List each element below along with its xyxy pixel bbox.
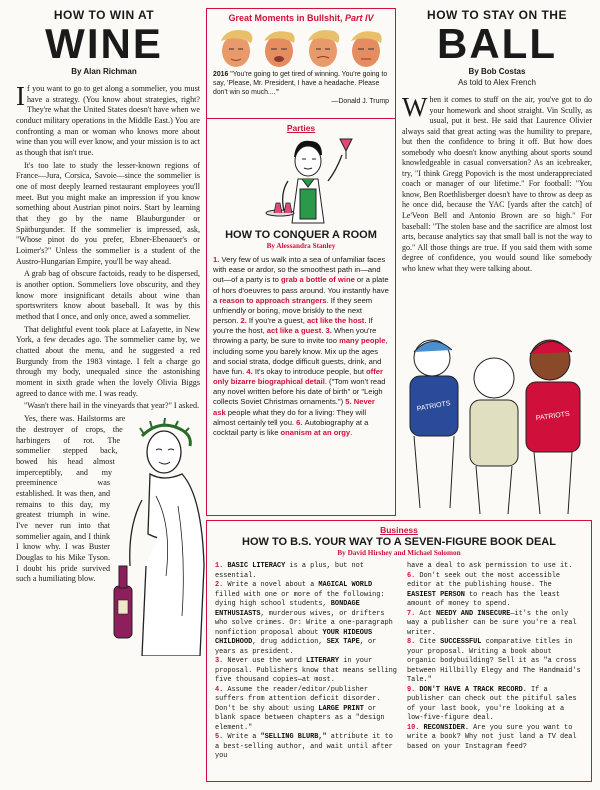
- face-2: [260, 27, 298, 69]
- wine-article: [8, 8, 200, 782]
- waiter-illustration: [213, 133, 389, 229]
- bullshit-quote: 2016 "You're going to get tired of winning. You're going to say, 'Please, Mr. President, I have a headache. Please don't win so much....'" —Donald J. Trump: [213, 71, 389, 105]
- face-3: [304, 27, 342, 69]
- wine-paragraph: A grab bag of obscure factoids, ready to be dispersed, is another option. Sommeliers love obscurity, and they know more insignificant details about wine than sportswriters know about baseball. It was by this method that I once, and only once, awed a sommelier.: [16, 269, 200, 322]
- book-deal-right-column: [407, 562, 583, 762]
- book-deal-title: HOW TO B.S. YOUR WAY TO A SEVEN-FIGURE BOOK DEAL: [242, 536, 556, 548]
- book-deal-tip: 7. Act NEEDY AND INSECURE—it's the only way a publisher can be sure you're a real writer.: [406, 609, 577, 637]
- waiter-drawing: [236, 133, 366, 229]
- wine-title: WINE: [45, 20, 163, 67]
- book-deal-tip: 10. RECONSIDER. Are you sure you want to write a book? Why not just land a TV deal based on your Instagram feed?: [406, 723, 577, 751]
- book-deal-tip: 2. Write a novel about a MAGICAL WORLD filled with one or more of the following: dying high school students, BONDAGE ENTHUSIASTS, murderous wives, or drifters who solve crimes. Or: Write a one-paragraph nonfiction proposal about YOUR HIDEOUS CHILDHOOD, drug addiction, SEX TAPE, or years as president.: [215, 581, 393, 656]
- fans-illustration: [396, 318, 592, 516]
- book-deal-tip: 5. Write a "SELLING BLURB," attribute it to a best-selling author, and wait until after you: [215, 733, 393, 761]
- face-1: [217, 27, 255, 69]
- wine-paragraph: "Wasn't there hail in the vineyards that year?" I asked.: [24, 401, 200, 411]
- conquer-room-tips: [213, 255, 389, 438]
- face-4: [347, 27, 385, 69]
- ball-byline: By Bob Costas: [468, 67, 526, 76]
- bullshit-box: [207, 9, 395, 119]
- business-section-label: Business: [380, 525, 418, 535]
- wine-paragraph: It's too late to study the lesser-known regions of France—Jura, Corsica, Savoie—since the sommelier is one of most deeply learned restaurant employees you'll meet. But you might make an impression if you know something about Austrian pinot noirs. Start by learning that they go by the name Blauburgunder or Spätburgunder. If the sommelier is impressed, ask, "Whose pinot do you prefer, Ebner-Ebenauer's or Loimer's?" Unless the sommelier is a student of the Austro-Hungarian Empire, you'll be way ahead.: [16, 160, 200, 266]
- book-deal-box: [206, 520, 592, 782]
- middle-panel: [206, 8, 396, 516]
- conquer-room-byline: By Alessandra Stanley: [266, 242, 336, 250]
- toga-illustration: [112, 416, 208, 656]
- book-deal-tip: 6. Don't seek out the most accessible editor at the publishing house. The EASIEST PERSON to reach has the least amount of money to spend.: [406, 571, 560, 609]
- ball-drop-cap: W: [402, 92, 428, 122]
- trump-faces: [217, 27, 385, 69]
- book-deal-tip: 8. Cite SUCCESSFUL comparative titles in your proposal. Writing a book about organic bodybuilding? Sell it as "a cross between Hillbilly Elegy and The Handmaid's Tale.": [406, 638, 581, 685]
- wine-kicker: HOW TO WIN AT: [53, 8, 155, 22]
- ball-title: BALL: [437, 20, 557, 67]
- book-deal-tip: 1. BASIC LITERACY is a plus, but not essential.: [215, 562, 364, 580]
- conquer-room-article: [207, 119, 395, 438]
- book-deal-tip: have a deal to ask permission to use it.: [406, 562, 573, 570]
- wine-paragraph: That delightful event took place at Lafayette, in New York, a few decades ago. The sommelier came by, we chatted about the menu, and he suggested a red Burgundy from the 1983 vintage. I felt a charge go through my body, unequaled since the astonishing moment in sixth grade when the lovely Olivia Biggs agreed to dance with me. I was ready.: [16, 324, 200, 398]
- toga-man-drawing: [112, 416, 208, 656]
- ball-body: [402, 92, 592, 274]
- parties-section-label: Parties: [286, 123, 316, 133]
- wine-paragraph: Yes, there was. Hailstorms are the destroyer of crops, the harbingers of rot. The sommelier stepped back, bowed his head almost imperceptibly, and my preeminence was established. It was then, and remains to this day, my greatest triumph in wine. I've never run into that sommelier again, and I think I know why. I was Buster Douglas to his Mike Tyson. I doubt his pride survived such a humiliating blow.: [16, 414, 126, 584]
- book-deal-left-column: [215, 562, 399, 762]
- ball-astold: As told to Alex French: [458, 78, 536, 87]
- conquer-room-tip-text: 1. Very few of us walk into a sea of unfamiliar faces with ease or ardor, so the smoothest path in—and out—of a party is to grab a bottle of wine or a plate of hors d'oeuvres to pass around. You instantly have a reason to approach strangers. If they seem unfriendly or boring, move briskly to the next person. 2. If you're a guest, act like the host. If you're the host, act like a guest. 3. When you're throwing a party, be sure to invite too many people, including some you barely know. Mix up the ages and social strata, dodge difficult guests, drink, and have fun. 4. It's okay to introduce people, but offer only bizarre biographical detail. ("Tom won't read any novel written before his date of birth" or "Leigh collects Soviet Christmas ornaments.") 5. Never ask people what they do for a living: They will almost certainly tell you. 6. Autobiography at a cocktail party is like onanism at an orgy.: [213, 255, 389, 437]
- three-fans-drawing: [396, 318, 592, 516]
- book-deal-byline: By David Hirshey and Michael Solomon: [337, 549, 461, 557]
- bullshit-series-title: Great Moments in Bullshit, Part IV: [228, 13, 374, 23]
- book-deal-tip: 3. Never use the word LITERARY in your proposal. Publishers know that means selling five thousand copies—at most.: [215, 657, 397, 685]
- wine-paragraph: If you want to go to get along a sommelier, you must have a strategy. (You know about strategies, right? They're what the United States doesn't have when we conduct military operations in the Middle East.) You are confronting a man or woman who knows more about wine than you will ever know, and your mission is to act as though that isn't true.: [16, 81, 200, 158]
- ball-paragraph: When it comes to stuff on the air, you've got to do your homework and shoot straight. Vin Scully, as usual, put it best. He said that Laurence Olivier always said that great acting was the humility to prepare, but then the confidence to bring it off. But how does somebody who doesn't know anything about sports sound knowledgeable in casual conversation? As an icebreaker, try, "I think Gregg Popovich is the most underappreciated coach or manager of our lifetime." For football: "You know, Ben Roethlisberger doesn't have to throw as deep as he once did, because the YAC [yards after the catch] of Le'Veon Bell and Antonio Brown are so high." For baseball: "The stolen base and the sacrifice are almost lost arts, because analytics say that small ball is not the way to go." All those things are true. If you said them with some degree of confidence, you would sound like somebody who knew what they were talking about.: [402, 92, 592, 273]
- wine-body: [16, 81, 200, 585]
- wine-drop-cap: I: [16, 81, 25, 111]
- book-deal-tip: 4. Assume the reader/editor/publisher suffers from attention deficit disorder. Don't be shy about using LARGE PRINT or blank space between chapters as a "design element.": [215, 685, 385, 732]
- wine-byline: By Alan Richman: [71, 67, 137, 76]
- jersey-text-1: PATRIOTS: [416, 400, 452, 413]
- ball-kicker: HOW TO STAY ON THE: [427, 8, 567, 22]
- ball-article: [402, 8, 592, 516]
- conquer-room-title: HOW TO CONQUER A ROOM: [225, 229, 377, 241]
- book-deal-tip: 9. DON'T HAVE A TRACK RECORD. If a publisher can check out the pitiful sales of your last book, you're looking at a low-five-figure deal.: [406, 685, 577, 723]
- jersey-text-2: PATRIOTS: [535, 410, 571, 423]
- book-deal-columns: [215, 562, 583, 762]
